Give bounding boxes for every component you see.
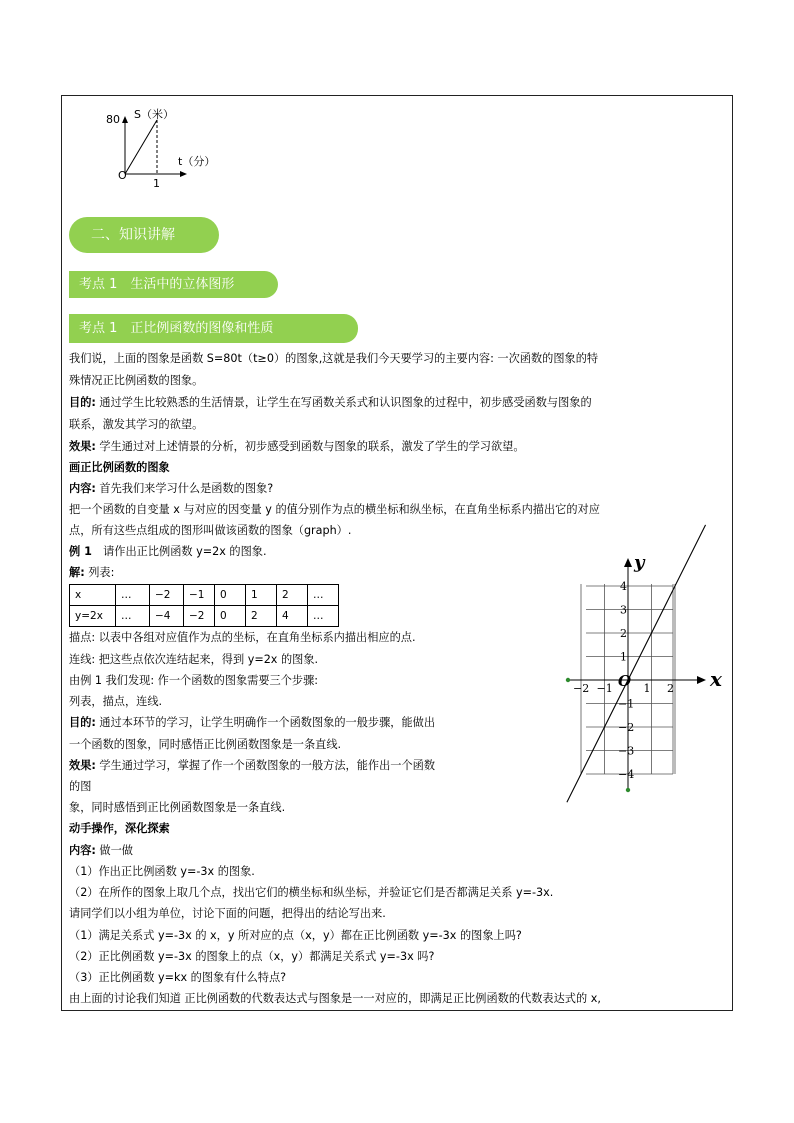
axis-end-point: [566, 678, 570, 682]
table-cell: 1: [246, 585, 277, 606]
table-cell: …: [116, 606, 150, 627]
task-1: （1）作出正比例函数 y=-3x 的图象.: [69, 865, 255, 878]
mini-y-arrow-icon: [122, 116, 128, 123]
axis-end-point: [626, 788, 630, 792]
table-cell: 4: [277, 606, 308, 627]
definition-line-1: 把一个函数的自变量 x 与对应的因变量 y 的值分别作为点的横坐标和纵坐标，在直角坐标系内描出它的对应: [69, 503, 600, 516]
solution-label: 解:: [69, 566, 85, 579]
solution-line: [69, 565, 114, 581]
effect-label: 效果:: [69, 440, 96, 453]
y-tick-label: 4: [620, 580, 627, 593]
effect-line: [69, 439, 525, 455]
intro-line-2: 殊情况正比例函数的图象。: [69, 374, 204, 387]
content2-label: 内容:: [69, 844, 96, 857]
topic-tag-1: 考点 1 生活中的立体图形: [69, 271, 278, 298]
content-text: 首先我们来学习什么是函数的图象?: [95, 482, 274, 495]
intro-line-1: 我们说，上面的图象是函数 S=80t（t≥0）的图象,这就是我们今天要学习的主要内容: 一次函数的图象的特: [69, 352, 599, 365]
goal2-label: 目的:: [69, 716, 96, 729]
table-cell: y=2x: [70, 606, 116, 627]
y-tick-label: −1: [618, 697, 635, 711]
y-tick-label: −4: [618, 768, 635, 781]
x-tick-label: 2: [667, 682, 674, 695]
content2-text: 做一做: [95, 844, 133, 857]
coordinate-graph: [562, 538, 732, 806]
table-cell: −2: [150, 585, 184, 606]
steps-line: 列表，描点，连线.: [69, 695, 163, 708]
y-tick-label: 1: [620, 650, 627, 664]
solution-text: 列表:: [84, 566, 115, 579]
table-cell: …: [308, 585, 339, 606]
table-cell: 0: [215, 585, 246, 606]
goal-line-1: [69, 395, 592, 411]
definition-line-2: 点，所有这些点组成的图形叫做该函数的图象（graph）.: [69, 524, 352, 537]
group-instruction: 请同学们以小组为单位，讨论下面的问题，把得出的结论写出来.: [69, 907, 386, 920]
mini-x-arrow-icon: [180, 171, 187, 177]
y-tick-label: 3: [620, 603, 627, 617]
draw-title: 画正比例函数的图象: [69, 461, 170, 474]
goal2-text: 通过本环节的学习，让学生明确作一个函数图象的一般步骤，能做出: [95, 716, 436, 729]
mini-y-value: 80: [106, 113, 120, 126]
table-cell: 2: [246, 606, 277, 627]
table-cell: 0: [215, 606, 246, 627]
table-cell: x: [70, 585, 116, 606]
conclusion-line: 由上面的讨论我们知道 正比例函数的代数表达式与图象是一一对应的，即满足正比例函数的代数表达式的 x,: [69, 992, 601, 1005]
table-cell: …: [308, 606, 339, 627]
table-cell: 2: [277, 585, 308, 606]
goal-line-2: 联系，激发其学习的欲望。: [69, 418, 204, 431]
mini-line: [125, 120, 157, 174]
table-cell: −2: [184, 606, 215, 627]
origin-label: O: [618, 672, 632, 690]
plot-line: 描点: 以表中各组对应值作为点的坐标，在直角坐标系内描出相应的点.: [69, 631, 416, 644]
distance-time-sketch: [101, 104, 231, 196]
effect2-line-3: 象，同时感悟到正比例函数图象是一条直线.: [69, 801, 286, 814]
mini-x-value: 1: [153, 177, 160, 190]
table-cell: …: [116, 585, 150, 606]
effect2-label: 效果:: [69, 759, 96, 772]
x-tick-label: −1: [596, 682, 613, 695]
topic-tag-2: 考点 1 正比例函数的图像和性质: [69, 314, 358, 343]
mini-y-axis-label: S（米）: [134, 108, 174, 121]
found-line: 由例 1 我们发现: 作一个函数的图象需要三个步骤:: [69, 674, 319, 687]
goal2-line-1: [69, 715, 435, 731]
x-tick-label: −2: [573, 682, 590, 695]
y-tick-label: −2: [618, 721, 635, 734]
goal2-line-2: 一个函数的图象，同时感悟正比例函数图象是一条直线.: [69, 738, 342, 751]
table-row: [70, 585, 339, 606]
example-text: 请作出正比例函数 y=2x 的图象.: [91, 545, 267, 558]
task-2: （2）在所作的图象上取几个点，找出它们的横坐标和纵坐标，并验证它们是否都满足关系 y=-3x.: [69, 886, 554, 899]
mini-origin: O: [118, 169, 127, 182]
hands-on-title: 动手操作，深化探索: [69, 822, 170, 835]
coordinate-graph-svg: [562, 538, 732, 806]
table-cell: −4: [150, 606, 184, 627]
goal-text: 通过学生比较熟悉的生活情景，让学生在写函数关系式和认识图象的过程中，初步感受函数与图象的: [95, 396, 592, 409]
x-axis-label: x: [710, 667, 722, 691]
effect2-line-2: 的图: [69, 780, 92, 793]
content-label: 内容:: [69, 482, 96, 495]
table-row: [70, 606, 339, 627]
example-label: 例 1: [69, 545, 92, 558]
example-line: [69, 544, 267, 560]
table-cell: −1: [184, 585, 215, 606]
effect-text: 学生通过对上述情景的分析，初步感受到函数与图象的联系，激发了学生的学习欲望。: [95, 440, 525, 453]
x-arrow-icon: [697, 676, 706, 684]
section-heading-pill: 二、知识讲解: [69, 217, 219, 253]
y-tick-label: 2: [620, 627, 627, 640]
discussion-2: （2）正比例函数 y=-3x 的图象上的点（x，y）都满足关系式 y=-3x 吗?: [69, 950, 435, 963]
goal-label: 目的:: [69, 396, 96, 409]
content-line: [69, 481, 273, 497]
mini-x-axis-label: t（分）: [178, 155, 216, 168]
effect2-line-1: [69, 758, 435, 774]
x-tick-label: 1: [643, 682, 651, 695]
y-arrow-icon: [624, 558, 632, 567]
discussion-3: （3）正比例函数 y=kx 的图象有什么特点?: [69, 971, 287, 984]
value-table: [69, 584, 339, 627]
discussion-1: （1）满足关系式 y=-3x 的 x，y 所对应的点（x，y）都在正比例函数 y=-3x 的图象上吗?: [69, 929, 522, 942]
y-axis-label: y: [634, 552, 645, 573]
connect-line: 连线: 把这些点依次连结起来，得到 y=2x 的图象.: [69, 653, 319, 666]
y-tick-label: −3: [618, 744, 635, 758]
content2-line: [69, 843, 133, 859]
effect2-text: 学生通过学习，掌握了作一个函数图象的一般方法，能作出一个函数: [95, 759, 436, 772]
